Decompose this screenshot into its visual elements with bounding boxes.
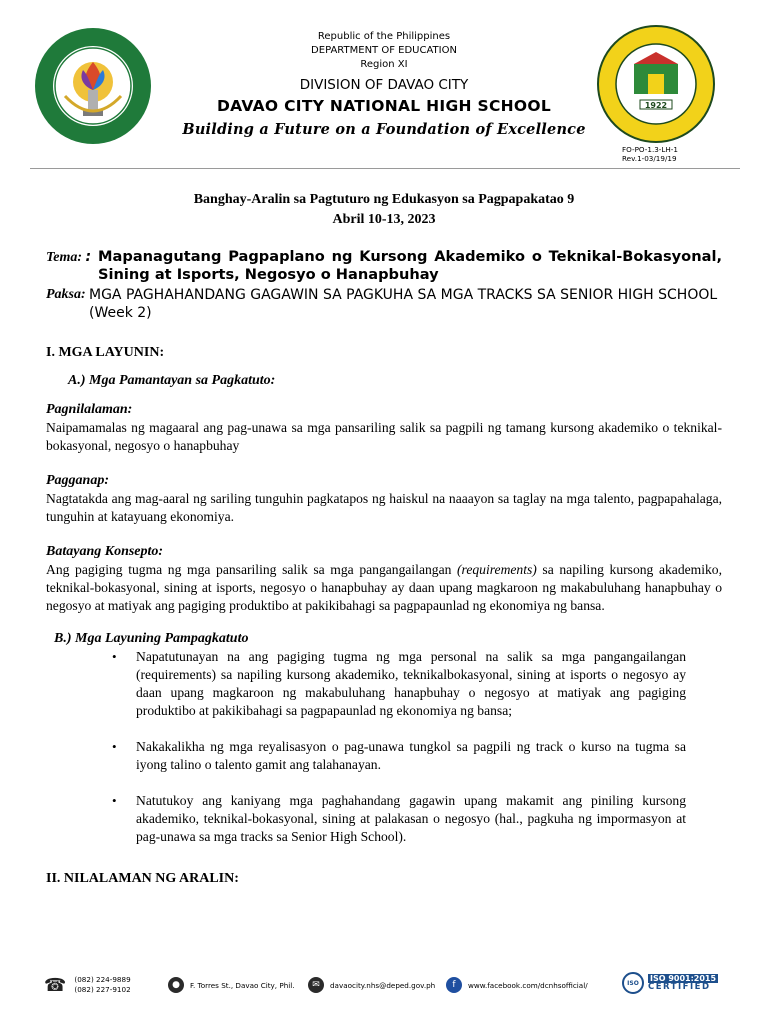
bullet-icon: • bbox=[112, 739, 117, 754]
region-line: Region XI bbox=[360, 59, 408, 70]
iso-certification-badge: ISO ISO 9001:2015 CERTIFIED bbox=[622, 972, 718, 994]
iso-seal-icon: ISO bbox=[622, 972, 644, 994]
pagganap-text: Nagtatakda ang mag-aaral ng sariling tunguhin pagkatapos ng haiskul na naaayon sa taglay na mga talento, pagpapahalaga, tunguhin at katayuang ekonomiya. bbox=[46, 491, 722, 524]
batayang-konsepto-text: Ang pagiging tugma ng mga pansariling salik sa mga pangangailangan (requirements) sa napiling kursong akademiko, teknikal-bokasyonal, sining at isports, negosyo o hanapbuhay ay daan upang magkaroon ng makabuluhang hanapbuhay o negosyo at matiyak ang pagiging produktibo at pakikibahagi sa pagpapaunlad ng ekonomiya ng bansa. bbox=[46, 562, 722, 613]
tema-row bbox=[46, 248, 722, 284]
letterhead-text bbox=[150, 30, 618, 138]
school-name: DAVAO CITY NATIONAL HIGH SCHOOL bbox=[216, 97, 552, 115]
davao-city-division-seal-logo bbox=[33, 26, 153, 146]
republic-line: Republic of the Philippines bbox=[317, 31, 451, 42]
lesson-plan-body bbox=[46, 190, 722, 888]
section-mga-layunin: I. MGA LAYUNIN: bbox=[46, 345, 165, 360]
list-item: • Nakakalikha ng mga reyalisasyon o pag-unawa tungkol sa pagpili ng track o kurso na tugma sa iyong talino o talento gamit ang talahanayan. bbox=[112, 739, 686, 772]
footer-email[interactable]: ✉ davaocity.nhs@deped.gov.ph bbox=[308, 970, 435, 1000]
location-pin-icon: ● bbox=[168, 977, 184, 993]
section-nilalaman: II. NILALAMAN NG ARALIN: bbox=[46, 871, 239, 886]
dcnhs-school-seal-logo bbox=[596, 24, 716, 144]
document-date: Abril 10-13, 2023 bbox=[332, 212, 436, 227]
letterhead bbox=[0, 0, 768, 170]
email-icon: ✉ bbox=[308, 977, 324, 993]
form-code: FO-PO-1.3-LH-1 Rev.1-03/19/19 bbox=[622, 145, 678, 163]
bullet-icon: • bbox=[112, 649, 117, 664]
header-divider bbox=[30, 168, 740, 169]
objectives-list bbox=[110, 648, 686, 846]
pagganap-label: Pagganap: bbox=[46, 473, 109, 488]
footer-phones bbox=[44, 970, 131, 1000]
document-title: Banghay-Aralin sa Pagtuturo ng Edukasyon sa Pagpapakatao 9 bbox=[193, 192, 575, 207]
paksa-label: Paksa: bbox=[46, 287, 86, 302]
bullet-icon: • bbox=[112, 793, 117, 808]
paksa-value: MGA PAGHAHANDANG GAGAWIN SA PAGKUHA SA MGA TRACKS SA SENIOR HIGH SCHOOL (Week 2) bbox=[89, 287, 718, 321]
telephone-icon: ☎ bbox=[44, 974, 67, 996]
phone-2: (082) 227-9102 bbox=[74, 985, 131, 994]
department-line: DEPARTMENT OF EDUCATION bbox=[311, 45, 457, 56]
list-item: • Natutukoy ang kaniyang mga paghahandang gagawin upang makamit ang piniling kursong akademiko, teknikal-bokasyonal, sining at palakasan o negosyo (hal., pagkuha ng impormasyon at pag-unawa sa mga tracks sa Senior High School). bbox=[112, 793, 686, 844]
tema-value: Mapanagutang Pagpaplano ng Kursong Akademiko o Teknikal-Bokasyonal, Sining at Isports, Negosyo o Hanapbuhay bbox=[98, 248, 722, 283]
school-motto: Building a Future on a Foundation of Excellence bbox=[182, 121, 586, 138]
subsection-pamantayan: A.) Mga Pamantayan sa Pagkatuto: bbox=[68, 373, 276, 388]
tema-label: Tema: : bbox=[46, 249, 92, 265]
pagnilalaman-label: Pagnilalaman: bbox=[46, 402, 133, 417]
seal-year: 1922 bbox=[644, 101, 668, 110]
footer-facebook[interactable]: f www.facebook.com/dcnhsofficial/ bbox=[446, 970, 588, 1000]
facebook-icon: f bbox=[446, 977, 462, 993]
list-item: • Napatutunayan na ang pagiging tugma ng mga personal na salik sa mga pangangailangan (requirements) sa napiling kursong akademiko, teknikalbokasyonal, sining at isports o negosyo ay daan upang magkaroon ng makabuluhang hanapbuhay o negosyo at matiyak ang pagiging produktibo at pakikibahagi sa pagpapaunlad ng ekonomiya ng bansa; bbox=[112, 649, 686, 718]
footer-address: ● F. Torres St., Davao City, Phil. bbox=[168, 970, 295, 1000]
phone-1: (082) 224-9889 bbox=[74, 975, 131, 984]
batayang-konsepto-label: Batayang Konsepto: bbox=[46, 544, 164, 559]
paksa-row bbox=[46, 286, 722, 322]
pagnilalaman-text: Naipamamalas ng magaaral ang pag-unawa sa mga pansariling salik sa pagpili ng tamang kursong akademiko o teknikal-bokasyonal, negosyo o hanapbuhay bbox=[46, 420, 722, 453]
footer bbox=[44, 970, 724, 1004]
subsection-layuning-pampagkatuto: B.) Mga Layuning Pampagkatuto bbox=[54, 631, 249, 646]
division-line: DIVISION OF DAVAO CITY bbox=[299, 77, 469, 93]
